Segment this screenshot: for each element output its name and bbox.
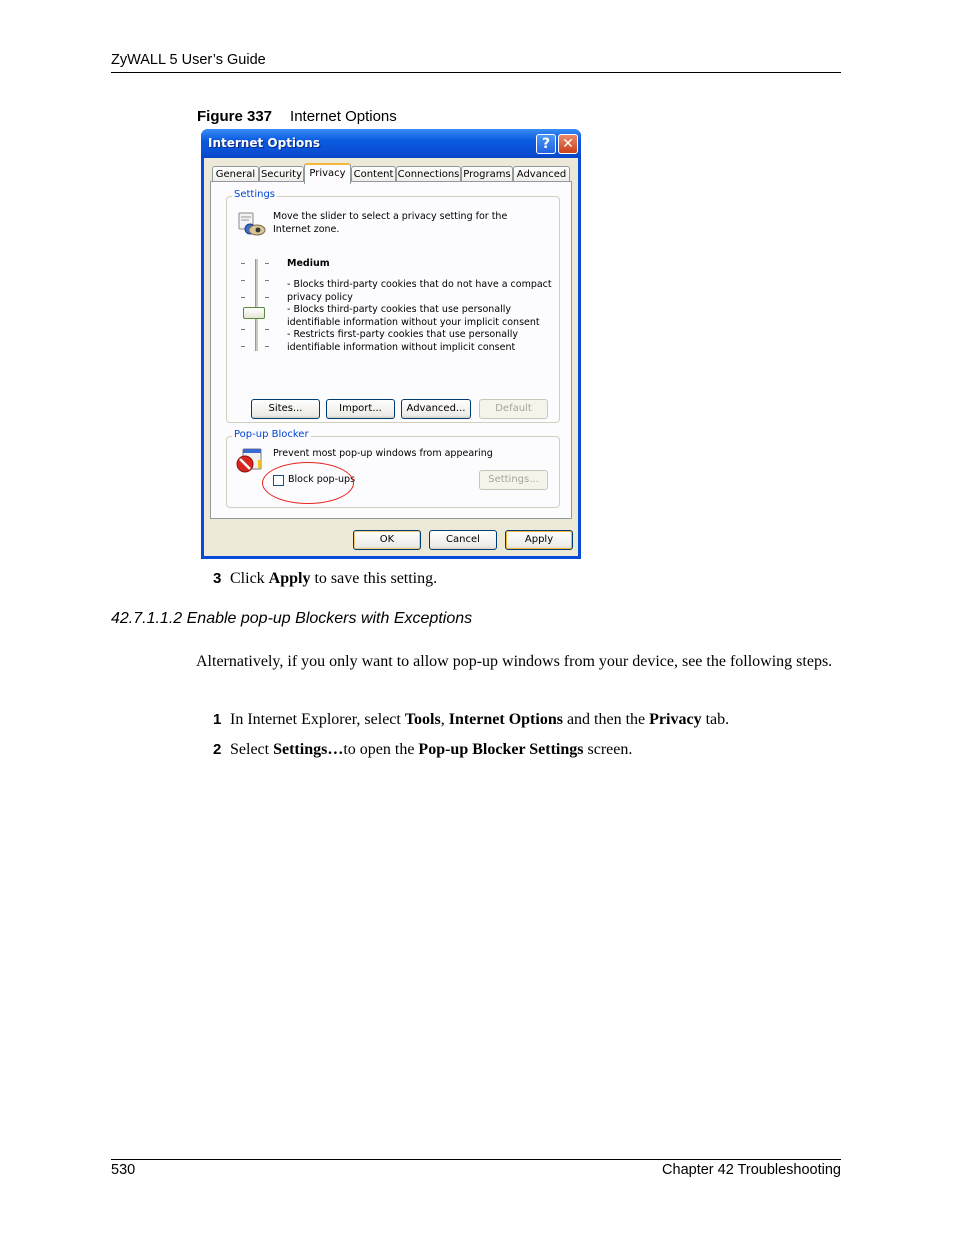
popup-blocker-group-label: Pop-up Blocker [234, 429, 309, 440]
tab-connections[interactable]: Connections [396, 166, 461, 183]
settings-group-label: Settings [234, 189, 276, 200]
popup-blocker-description: Prevent most pop-up windows from appearing [273, 448, 493, 459]
dialog-title-bar[interactable] [201, 129, 581, 158]
privacy-slider[interactable] [239, 259, 273, 355]
privacy-level-line-2: - Blocks third-party cookies that use personally identifiable information without your implicit consent [287, 304, 540, 328]
footer-rule [111, 1159, 841, 1160]
section-heading: 42.7.1.1.2 Enable pop-up Blockers with Exceptions [111, 610, 473, 627]
step-number: 3 [213, 570, 222, 587]
slider-tick [265, 297, 269, 298]
default-button[interactable]: Default [479, 399, 548, 419]
step-3 [213, 570, 437, 588]
dialog-title: Internet Options [208, 136, 320, 150]
tab-general[interactable]: General [212, 166, 259, 183]
step-bold-text: Settings… [273, 741, 344, 758]
slider-tick [265, 263, 269, 264]
step-bold-text: Apply [268, 570, 311, 587]
step-2 [213, 741, 632, 759]
popup-blocker-icon [235, 447, 265, 475]
popup-settings-button[interactable]: Settings... [479, 470, 548, 490]
highlight-circle [262, 462, 354, 504]
privacy-level-title: Medium [287, 258, 330, 269]
step-bold-text: Internet Options [448, 711, 563, 728]
step-text: Select [230, 741, 274, 758]
slider-tick [265, 329, 269, 330]
step-text: Click [230, 570, 269, 587]
figure-title: Internet Options [290, 108, 397, 125]
slider-tick [241, 346, 245, 347]
internet-options-dialog [201, 129, 581, 559]
step-1 [213, 711, 729, 729]
step-text: , [440, 711, 449, 728]
header-rule [111, 72, 841, 73]
ok-button[interactable]: OK [353, 530, 421, 550]
chapter-title: Chapter 42 Troubleshooting [662, 1162, 841, 1178]
step-bold-text: Tools [404, 711, 441, 728]
dialog-client-area [204, 158, 578, 556]
figure-label: Figure 337 [197, 108, 273, 125]
figure-caption [197, 108, 397, 125]
slider-tick [241, 329, 245, 330]
step-number: 1 [213, 711, 222, 728]
body-paragraph: Alternatively, if you only want to allow pop-up windows from your device, see the following steps. [196, 653, 833, 670]
cancel-button[interactable]: Cancel [429, 530, 497, 550]
tab-security[interactable]: Security [259, 166, 304, 183]
close-button[interactable]: ✕ [558, 134, 578, 154]
slider-tick [265, 280, 269, 281]
step-number: 2 [213, 741, 222, 758]
import-button[interactable]: Import... [326, 399, 395, 419]
step-bold-text: Privacy [649, 711, 702, 728]
slider-thumb[interactable] [243, 307, 265, 319]
slider-track [255, 259, 258, 351]
slider-tick [241, 280, 245, 281]
apply-button[interactable]: Apply [505, 530, 573, 550]
step-text: tab. [701, 711, 730, 728]
sites-button[interactable]: Sites... [251, 399, 320, 419]
tab-privacy[interactable]: Privacy [304, 163, 351, 184]
advanced-button[interactable]: Advanced... [401, 399, 471, 419]
step-text: In Internet Explorer, select [230, 711, 405, 728]
page-number: 530 [111, 1162, 136, 1178]
running-header: ZyWALL 5 User’s Guide [111, 52, 266, 68]
privacy-icon [237, 210, 267, 238]
privacy-tab-panel [210, 181, 572, 519]
slider-tick [265, 346, 269, 347]
step-bold-text: Pop-up Blocker Settings [418, 741, 584, 758]
settings-intro: Move the slider to select a privacy setting for the Internet zone. [273, 211, 508, 235]
tab-advanced[interactable]: Advanced [513, 166, 570, 183]
step-text: to open the [343, 741, 419, 758]
tab-content[interactable]: Content [351, 166, 396, 183]
step-text: to save this setting. [310, 570, 438, 587]
privacy-level-line-1: - Blocks third-party cookies that do not have a compact privacy policy [287, 279, 552, 303]
slider-tick [241, 297, 245, 298]
slider-tick [241, 263, 245, 264]
block-popups-label[interactable]: Block pop-ups [288, 474, 356, 485]
privacy-level-line-3: - Restricts first-party cookies that use personally identifiable information without implicit consent [287, 329, 518, 353]
tab-programs[interactable]: Programs [461, 166, 513, 183]
step-text: and then the [562, 711, 650, 728]
help-button[interactable]: ? [536, 134, 556, 154]
step-text: screen. [583, 741, 633, 758]
